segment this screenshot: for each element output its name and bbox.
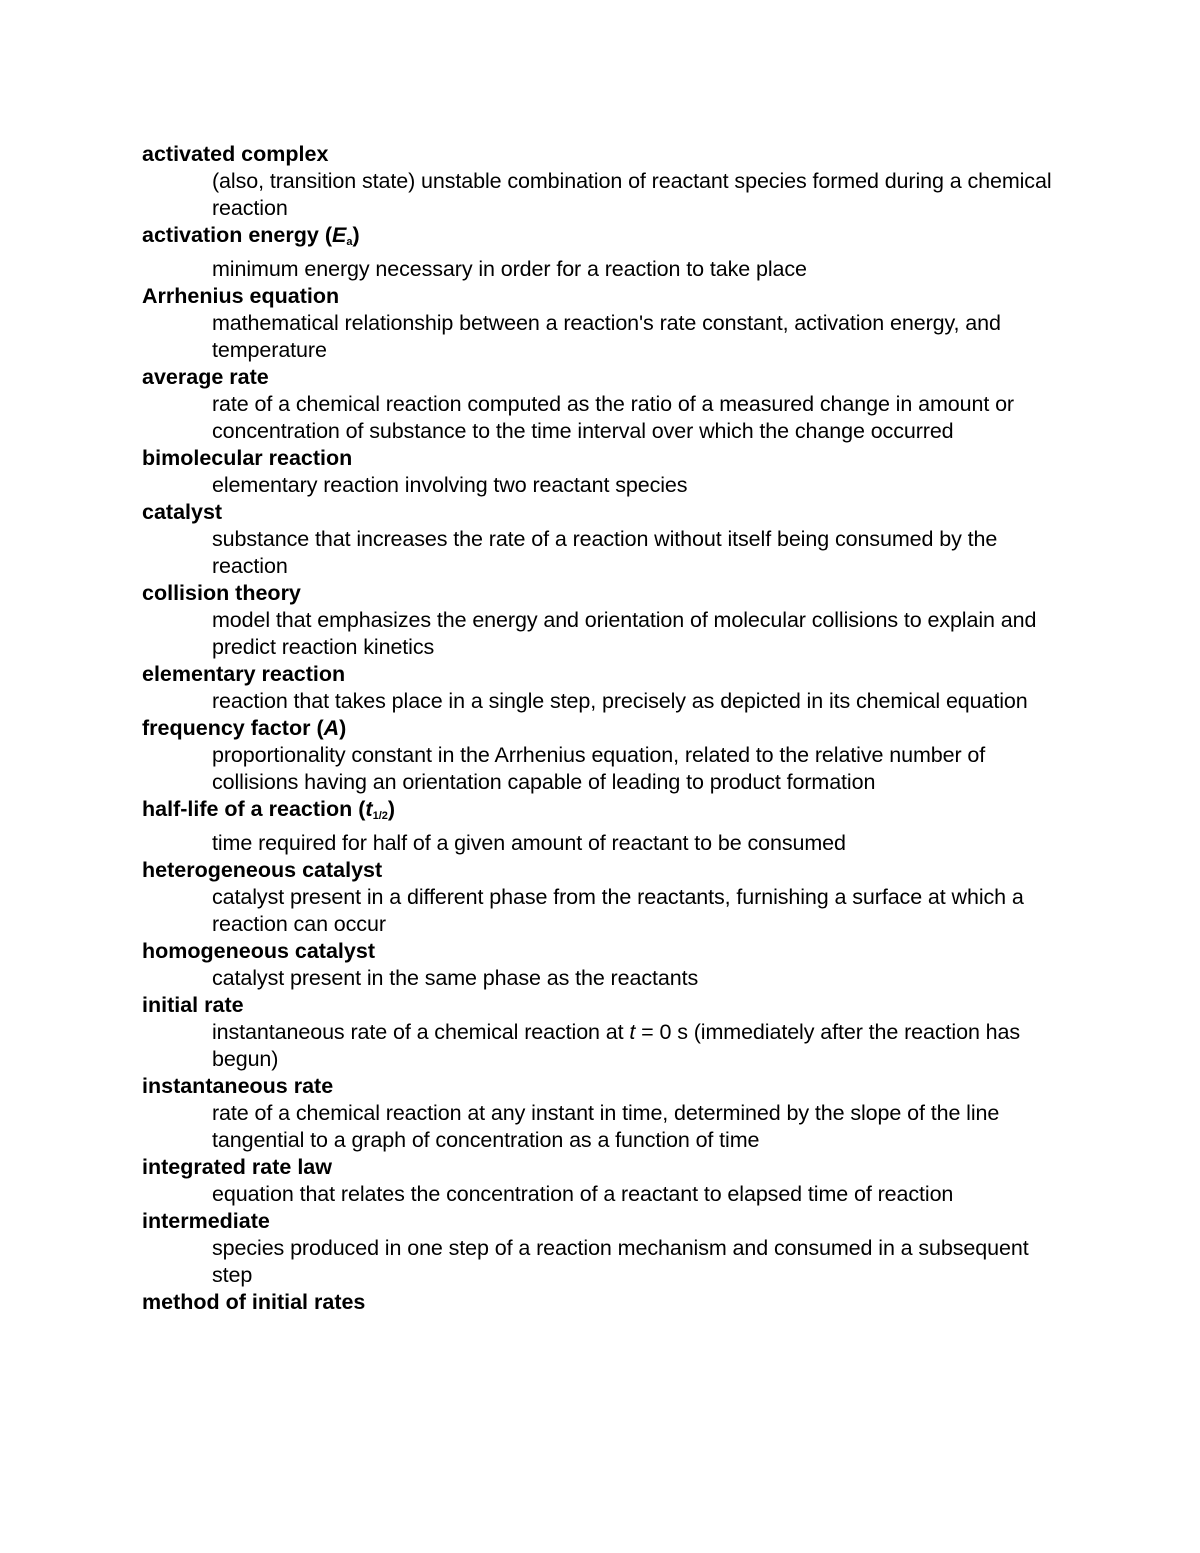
glossary-term: intermediate [142,1209,270,1233]
glossary-term: elementary reaction [142,662,346,686]
glossary-term: instantaneous rate [142,1074,334,1098]
glossary-definition: proportionality constant in the Arrhenius equation, related to the relative number of collisions having an orientation capable of leading to product formation [212,743,986,794]
glossary-entry [142,857,1062,938]
glossary-definition: reaction that takes place in a single step, precisely as depicted in its chemical equation [212,689,1028,713]
term-subscript: a [346,236,353,248]
glossary-term: homogeneous catalyst [142,939,375,963]
glossary-definition: minimum energy necessary in order for a reaction to take place [212,257,807,281]
glossary-term: half-life of a reaction $(t_{1/2})$ [142,797,396,822]
glossary-definition: catalyst present in a different phase from the reactants, furnishing a surface at which a reaction can occur [212,885,1024,936]
glossary-entry [142,222,1062,283]
glossary-term: method of initial rates [142,1290,366,1314]
glossary-entry [142,715,1062,796]
term-symbol: A [323,716,340,740]
glossary-entry [142,1289,1062,1316]
glossary-entry [142,1073,1062,1154]
glossary-definition: species produced in one step of a reaction mechanism and consumed in a subsequent step [212,1236,1029,1287]
term-symbol: t [365,797,373,821]
glossary-term: bimolecular reaction [142,446,353,470]
glossary-term: activated complex [142,142,329,166]
glossary-entry [142,141,1062,222]
glossary-definition: (also, transition state) unstable combination of reactant species formed during a chemical reaction [212,169,1052,220]
glossary-term: Arrhenius equation [142,284,340,308]
term-text: half-life of a reaction [142,797,353,821]
glossary-page [142,141,1062,1316]
glossary-definition: catalyst present in the same phase as the reactants [212,966,699,990]
glossary-term: heterogeneous catalyst [142,858,383,882]
glossary-definition: elementary reaction involving two reactant species [212,473,688,497]
term-symbol: E [331,223,347,247]
glossary-entry [142,1154,1062,1208]
glossary-entry [142,499,1062,580]
glossary-term: catalyst [142,500,223,524]
glossary-definition: substance that increases the rate of a reaction without itself being consumed by the reaction [212,527,998,578]
definition-text: instantaneous rate of a chemical reaction at [212,1020,630,1044]
glossary-term: average rate [142,365,269,389]
glossary-term: activation energy $(E_a)$ [142,223,360,248]
glossary-entry [142,445,1062,499]
glossary-entry [142,992,1062,1073]
glossary-definition: mathematical relationship between a reaction's rate constant, activation energy, and temperature [212,311,1001,362]
term-text: activation energy [142,223,319,247]
glossary-entry [142,364,1062,445]
term-text: frequency factor [142,716,311,740]
glossary-definition: time required for half of a given amount of reactant to be consumed [212,831,846,855]
glossary-entry [142,580,1062,661]
glossary-definition: rate of a chemical reaction at any instant in time, determined by the slope of the line tangential to a graph of concentration as a function of time [212,1101,1000,1152]
glossary-entry [142,938,1062,992]
definition-variable: t [629,1020,636,1044]
glossary-definition [212,1019,1062,1073]
glossary-term: frequency factor (A) [142,716,347,740]
glossary-definition: model that emphasizes the energy and orientation of molecular collisions to explain and predict reaction kinetics [212,608,1037,659]
glossary-entry [142,796,1062,857]
glossary-definition: rate of a chemical reaction computed as the ratio of a measured change in amount or concentration of substance to the time interval over which the change occurred [212,392,1014,443]
glossary-term: initial rate [142,993,244,1017]
glossary-entry [142,661,1062,715]
glossary-term: integrated rate law [142,1155,332,1179]
term-subscript: 1/2 [372,810,388,822]
glossary-entry [142,1208,1062,1289]
glossary-term: collision theory [142,581,301,605]
glossary-entry [142,283,1062,364]
definition-text: = 0 s (immediately after the reaction has begun) [212,1020,1021,1071]
glossary-definition: equation that relates the concentration of a reactant to elapsed time of reaction [212,1182,954,1206]
